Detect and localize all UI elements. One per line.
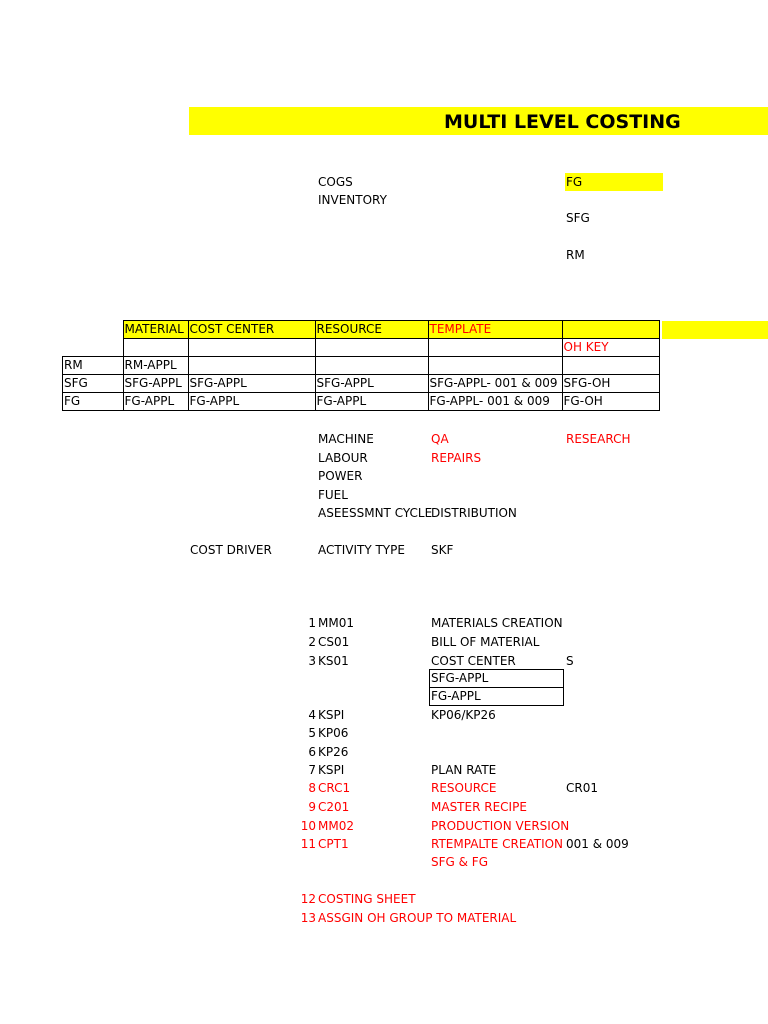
- step-code: CS01: [318, 635, 350, 649]
- fg-level: FG: [565, 173, 663, 191]
- table-cell: FG-APPL: [188, 393, 315, 411]
- header-resource: RESOURCE: [315, 321, 428, 339]
- step-code: C201: [318, 800, 350, 814]
- header-template: TEMPLATE: [428, 321, 562, 339]
- step-desc: ASSGIN OH GROUP TO MATERIAL: [318, 911, 517, 925]
- step-number: 2: [308, 635, 316, 649]
- step-number: 7: [308, 763, 316, 777]
- resource-item: POWER: [318, 469, 363, 483]
- table-header-row: [63, 321, 660, 339]
- step-number: 8: [308, 781, 316, 795]
- step-desc: BILL OF MATERIAL: [431, 635, 540, 649]
- step-desc: RTEMPALTE CREATION: [431, 837, 564, 851]
- step-code: KSPI: [318, 763, 345, 777]
- costing-table: [62, 320, 660, 411]
- step-desc: COSTING SHEET: [318, 892, 416, 906]
- resource-item: FUEL: [318, 488, 348, 502]
- cost-driver-label: COST DRIVER: [190, 543, 272, 557]
- resource-item: RESEARCH: [566, 432, 631, 446]
- header-cost-center: COST CENTER: [188, 321, 315, 339]
- cost-center-item: FG-APPL: [430, 688, 564, 706]
- resource-item: DISTRIBUTION: [431, 506, 517, 520]
- table-cell: FG-APPL: [315, 393, 428, 411]
- table-cell: [428, 357, 562, 375]
- step-number: 5: [308, 726, 316, 740]
- step-code: KSPI: [318, 708, 345, 722]
- step-desc: PLAN RATE: [431, 763, 497, 777]
- step-number: 10: [300, 819, 316, 833]
- table-cell: SFG-APPL- 001 & 009: [428, 375, 562, 393]
- cogs-label: COGS: [318, 175, 353, 189]
- header-oh: [562, 321, 659, 339]
- step-extra: 001 & 009: [566, 837, 629, 851]
- resource-item: LABOUR: [318, 451, 368, 465]
- row-label: RM: [63, 357, 124, 375]
- step-number: 12: [300, 892, 316, 906]
- step-desc: PRODUCTION VERSION: [431, 819, 570, 833]
- step-number: 4: [308, 708, 316, 722]
- table-row: [63, 393, 660, 411]
- step-desc: KP06/KP26: [431, 708, 496, 722]
- inventory-label: INVENTORY: [318, 193, 387, 207]
- step-desc: COST CENTER: [431, 654, 516, 668]
- header-fill-extension: [662, 321, 768, 339]
- resource-item: QA: [431, 432, 449, 446]
- step-extra: S: [566, 654, 574, 668]
- table-cell: SFG-OH: [562, 375, 659, 393]
- table-cell: FG-APPL- 001 & 009: [428, 393, 562, 411]
- step-code: MM01: [318, 616, 354, 630]
- row-label: FG: [63, 393, 124, 411]
- table-cell: [562, 357, 659, 375]
- table-cell: SFG-APPL: [315, 375, 428, 393]
- table-row: [63, 357, 660, 375]
- rm-level: RM: [566, 248, 585, 262]
- sfg-level: SFG: [566, 211, 590, 225]
- step-code: KP26: [318, 745, 349, 759]
- resource-item: MACHINE: [318, 432, 374, 446]
- row-label: SFG: [63, 375, 124, 393]
- step-desc: MATERIALS CREATION: [431, 616, 563, 630]
- step-number: 6: [308, 745, 316, 759]
- step-code: CPT1: [318, 837, 349, 851]
- table-cell: [315, 357, 428, 375]
- table-cell: [188, 357, 315, 375]
- step-number: 9: [308, 800, 316, 814]
- page-title: MULTI LEVEL COSTING: [444, 111, 681, 133]
- table-row: [63, 375, 660, 393]
- resource-item: REPAIRS: [431, 451, 482, 465]
- step-code: MM02: [318, 819, 354, 833]
- step-number: 11: [300, 837, 316, 851]
- step-extra: CR01: [566, 781, 598, 795]
- sfg-fg-note: SFG & FG: [431, 855, 489, 869]
- cost-center-item: SFG-APPL: [430, 670, 564, 688]
- step-number: 3: [308, 654, 316, 668]
- oh-key-cell: OH KEY: [562, 339, 659, 357]
- table-cell: SFG-APPL: [188, 375, 315, 393]
- step-desc: MASTER RECIPE: [431, 800, 527, 814]
- table-cell: FG-APPL: [123, 393, 188, 411]
- cost-center-box: [429, 669, 564, 706]
- activity-type-label: ACTIVITY TYPE: [318, 543, 405, 557]
- table-cell: SFG-APPL: [123, 375, 188, 393]
- step-number: 13: [300, 911, 316, 925]
- step-desc: RESOURCE: [431, 781, 497, 795]
- resource-item: ASEESSMNT CYCLE: [318, 506, 433, 520]
- table-row: [63, 339, 660, 357]
- header-material: MATERIAL: [123, 321, 188, 339]
- step-code: KP06: [318, 726, 349, 740]
- step-number: 1: [308, 616, 316, 630]
- table-corner: [63, 321, 124, 339]
- step-code: KS01: [318, 654, 349, 668]
- step-code: CRC1: [318, 781, 351, 795]
- table-cell: FG-OH: [562, 393, 659, 411]
- skf-label: SKF: [431, 543, 454, 557]
- table-cell: RM-APPL: [123, 357, 188, 375]
